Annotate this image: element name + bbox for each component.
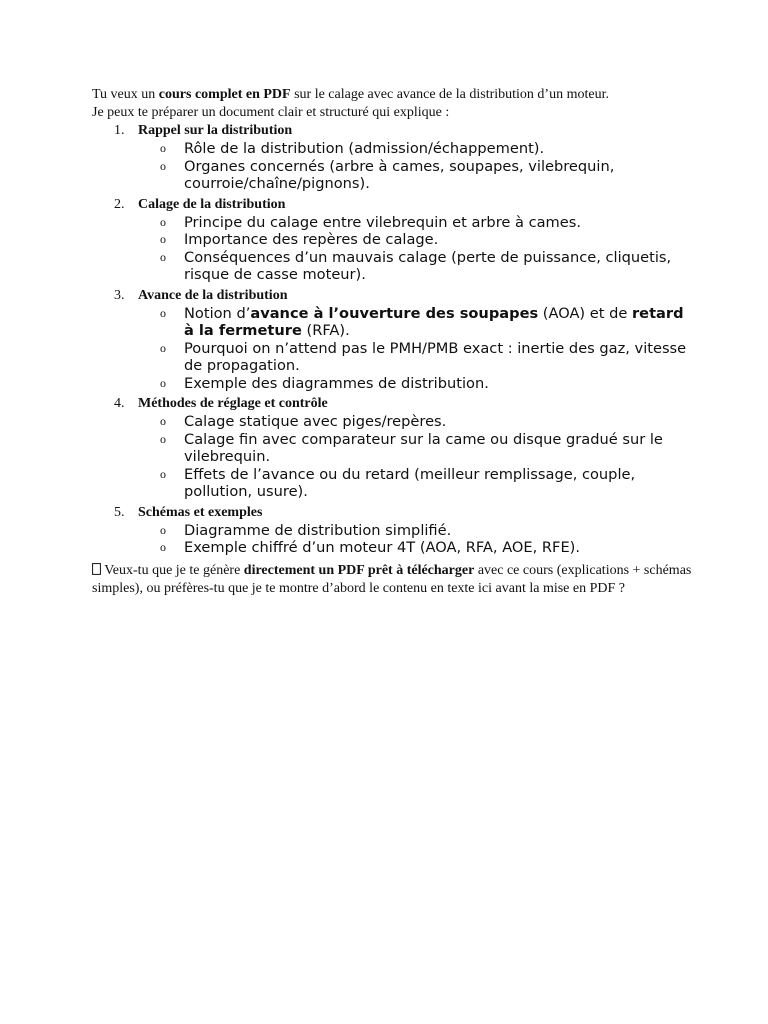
section-number: 4.	[114, 396, 125, 411]
list-item	[138, 539, 692, 557]
missing-glyph-icon	[92, 563, 101, 575]
bullet-marker: o	[160, 375, 166, 390]
section-2	[92, 196, 692, 284]
bullet-list	[138, 413, 692, 501]
intro-paragraph	[92, 86, 692, 122]
bullet-marker: o	[160, 305, 166, 320]
item-text: Effets de l’avance ou du retard (meilleur remplissage, couple, pollution, usure).	[184, 465, 636, 500]
list-item	[138, 140, 692, 158]
section-4	[92, 395, 692, 501]
bullet-marker: o	[160, 522, 166, 537]
bullet-marker: o	[160, 232, 166, 246]
item-text: Diagramme de distribution simplifié.	[184, 521, 452, 539]
item-text: Organes concernés (arbre à cames, soupapes, vilebrequin, courroie/chaîne/pignons).	[184, 157, 615, 192]
section-number: 3.	[114, 287, 125, 303]
item-text: Exemple des diagrammes de distribution.	[184, 374, 489, 392]
list-item	[138, 413, 692, 431]
bullet-marker: o	[160, 414, 166, 428]
list-item	[138, 431, 692, 466]
bullet-marker: o	[160, 158, 166, 173]
section-number: 5.	[114, 504, 125, 520]
item-text-part: (AOA) et de	[538, 304, 632, 322]
section-title: Méthodes de réglage et contrôle	[138, 396, 328, 411]
bullet-list	[138, 214, 692, 284]
list-item	[138, 214, 692, 232]
section-5	[92, 504, 692, 557]
list-item	[138, 249, 692, 284]
closing-prefix: Veux-tu que je te génère	[101, 562, 244, 578]
intro-bold-text: cours complet en PDF	[158, 87, 291, 102]
item-text-part: (RFA).	[301, 322, 350, 339]
list-item	[138, 522, 692, 540]
item-bold-term: retard à la fermeture	[184, 304, 684, 339]
item-text: Conséquences d’un mauvais calage (perte de puissance, cliquetis, risque de casse moteur).	[184, 248, 672, 283]
bullet-marker: o	[160, 214, 166, 229]
bullet-list	[138, 140, 692, 193]
bullet-marker: o	[160, 141, 166, 155]
section-title: Schémas et exemples	[138, 504, 263, 520]
intro-prefix: Tu veux un	[92, 87, 159, 102]
list-item	[138, 340, 692, 375]
bullet-list	[138, 305, 692, 393]
intro-suffix: sur le calage avec avance de la distribution d’un moteur.	[290, 87, 609, 102]
list-item	[138, 375, 692, 393]
bullet-marker: o	[160, 431, 166, 446]
bullet-list	[138, 522, 692, 557]
closing-paragraph	[92, 562, 692, 598]
bullet-marker: o	[160, 249, 166, 264]
item-text: Importance des repères de calage.	[184, 231, 439, 248]
item-text: Principe du calage entre vilebrequin et arbre à cames.	[184, 213, 581, 231]
item-text: Calage statique avec piges/repères.	[184, 413, 447, 430]
item-text: Exemple chiffré d’un moteur 4T (AOA, RFA, AOE, RFE).	[184, 539, 580, 556]
section-title: Calage de la distribution	[138, 196, 286, 212]
item-text: Calage fin avec comparateur sur la came ou disque gradué sur le vilebrequin.	[184, 430, 663, 465]
list-item	[138, 231, 692, 249]
list-item	[138, 158, 692, 193]
bullet-marker: o	[160, 466, 166, 481]
section-3	[92, 287, 692, 393]
closing-suffix: avec ce cours (explications + schémas simples), ou préfères-tu que je te montre d’abord le contenu en texte ici avant la mise en PDF ?	[92, 562, 692, 596]
item-bold-term: avance à l’ouverture des soupapes	[250, 304, 539, 322]
section-number: 2.	[114, 196, 125, 212]
list-item	[138, 305, 692, 340]
bullet-marker: o	[160, 540, 166, 554]
item-text-part: Notion d’	[184, 304, 251, 322]
section-1	[92, 122, 692, 193]
item-text: Rôle de la distribution (admission/échappement).	[184, 140, 545, 157]
item-text: Pourquoi on n’attend pas le PMH/PMB exact : inertie des gaz, vitesse de propagation.	[184, 339, 687, 374]
section-title: Rappel sur la distribution	[138, 123, 293, 138]
list-item	[138, 466, 692, 501]
section-title: Avance de la distribution	[138, 287, 288, 303]
closing-bold-text: directement un PDF prêt à télécharger	[243, 562, 475, 578]
section-number: 1.	[114, 123, 125, 138]
intro-line-2: Je peux te préparer un document clair et structuré qui explique :	[92, 105, 450, 120]
sections-list	[92, 122, 692, 557]
document-body	[92, 86, 692, 598]
bullet-marker: o	[160, 340, 166, 355]
